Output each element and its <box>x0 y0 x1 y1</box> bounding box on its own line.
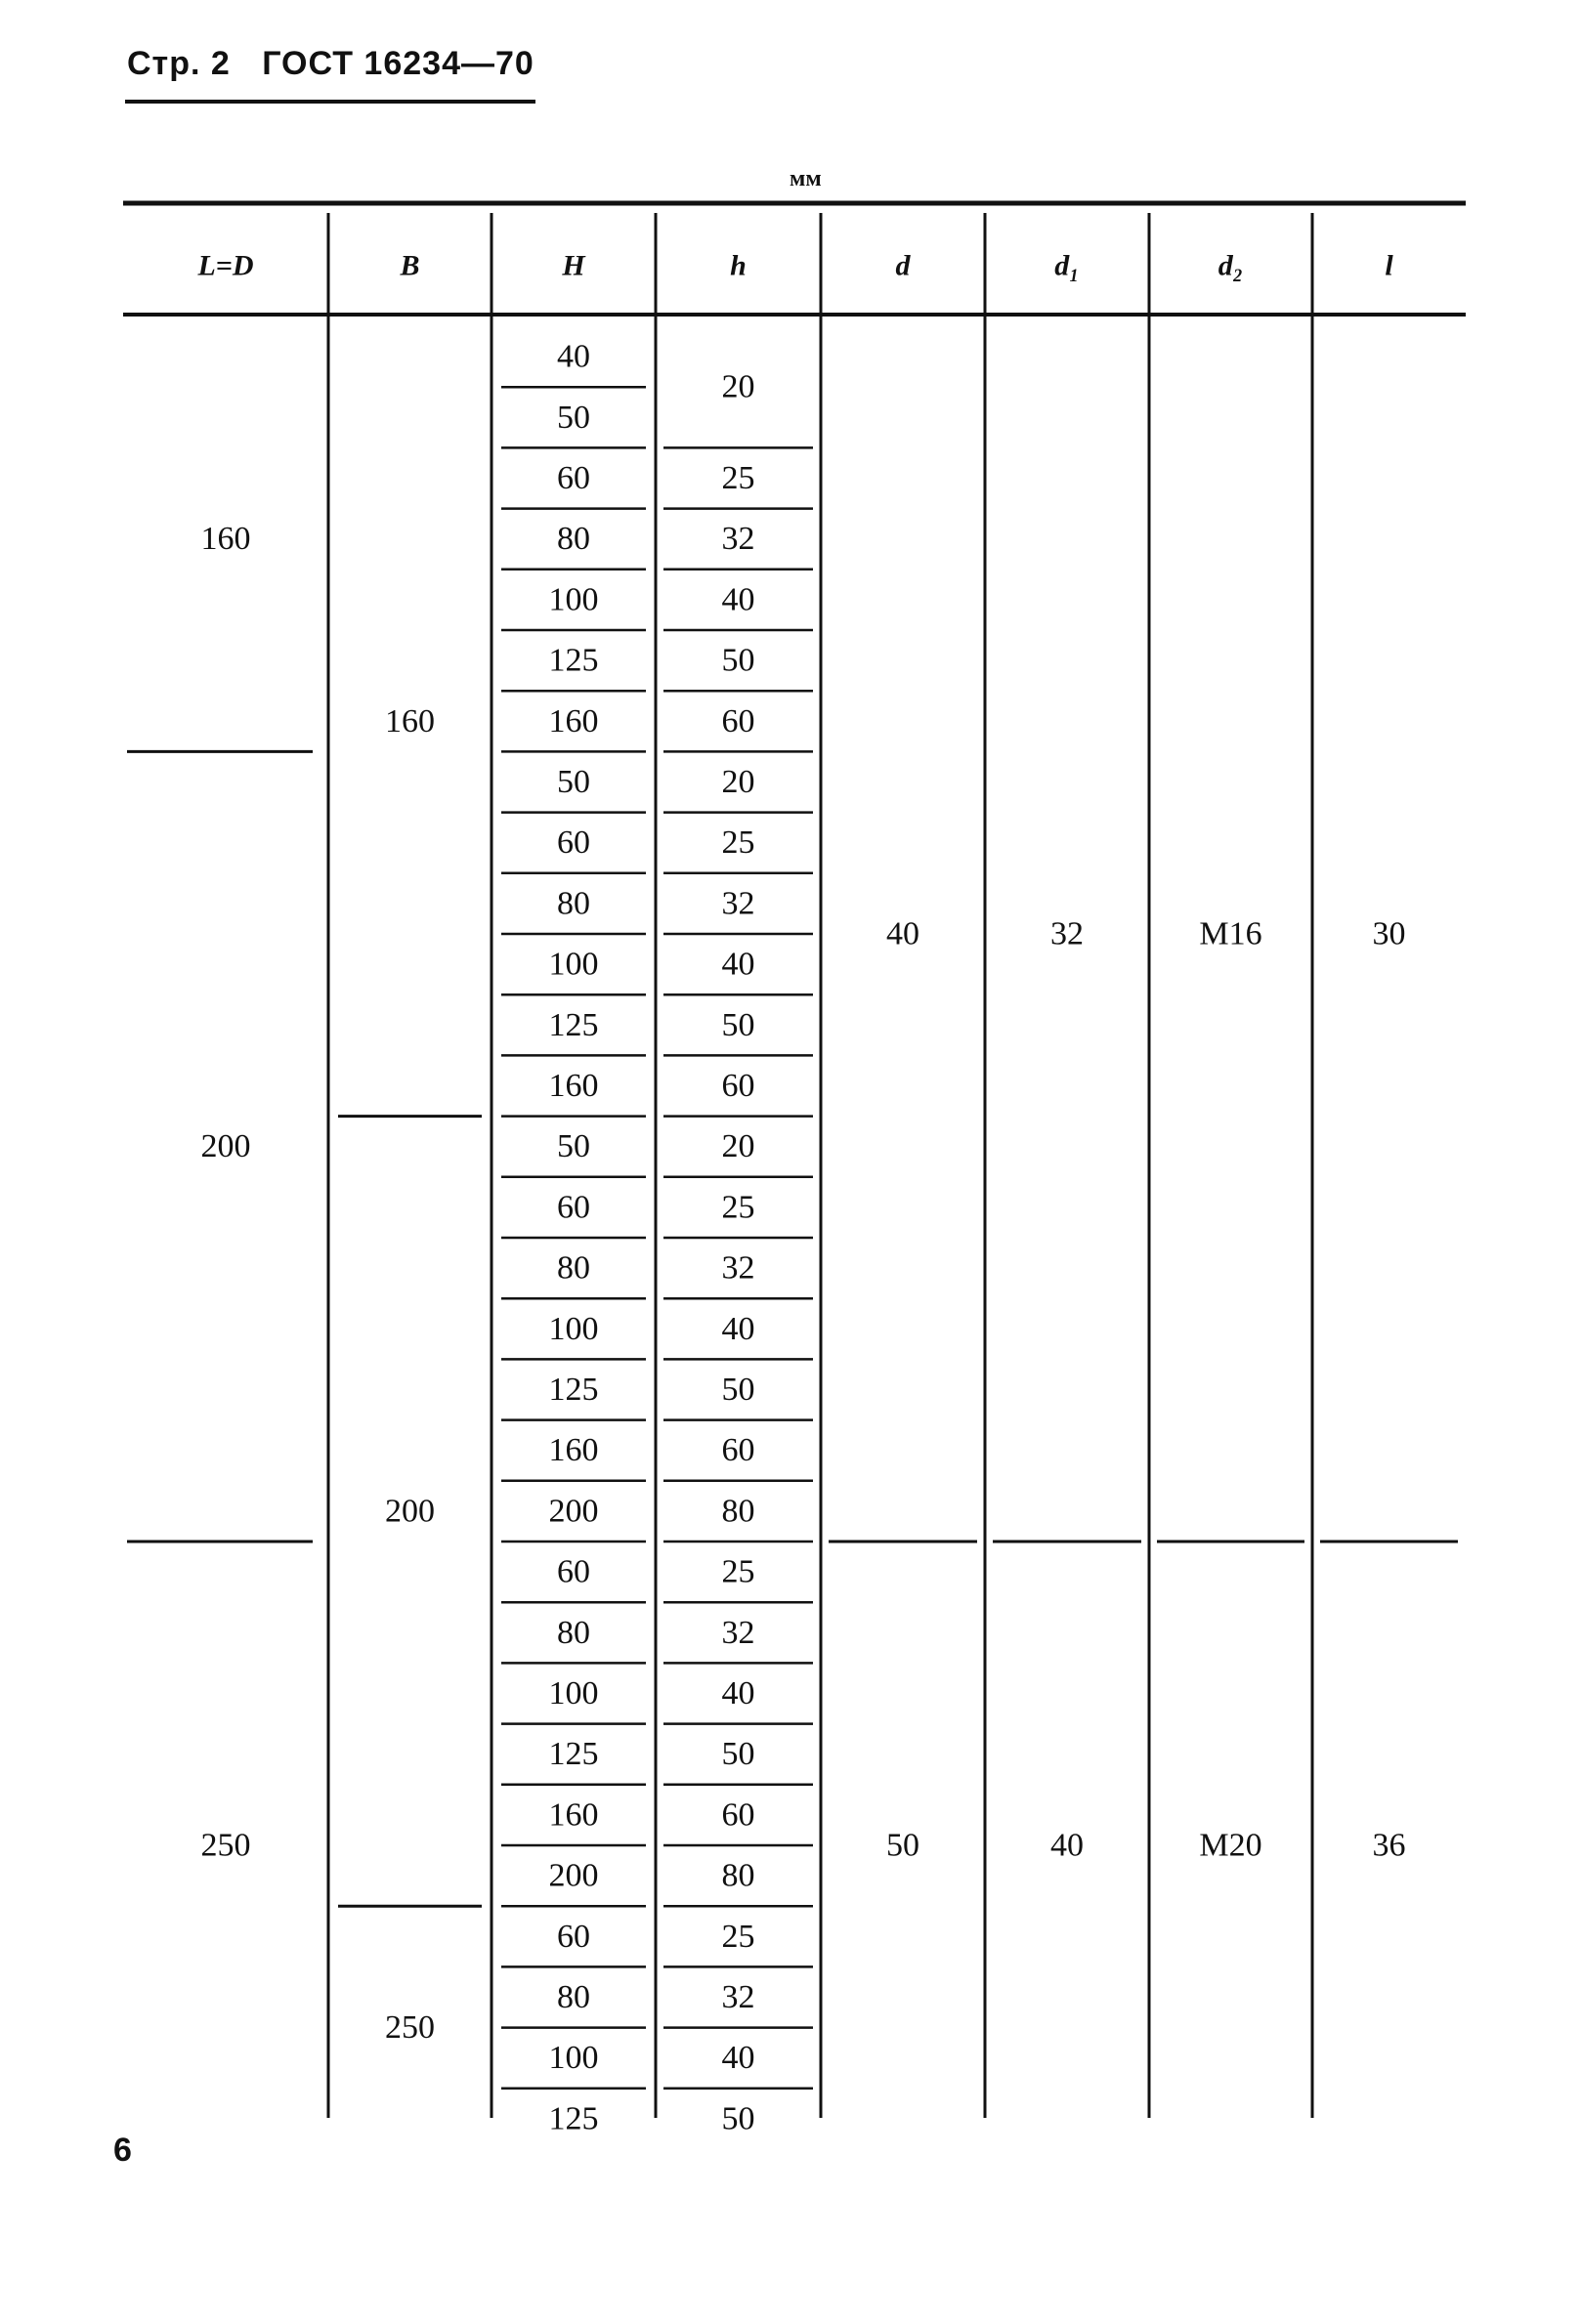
cell-h: 32 <box>721 521 755 558</box>
cell-H: 125 <box>548 1006 599 1043</box>
cell-B: 250 <box>385 2009 435 2047</box>
page-label: Стр. 2 <box>127 45 231 82</box>
cell-d: 50 <box>886 1827 919 1864</box>
column-header: H <box>562 249 585 282</box>
cell-h: 50 <box>721 1372 755 1408</box>
cell-h: 20 <box>721 1128 755 1165</box>
cell-B: 160 <box>385 702 435 739</box>
cell-h: 32 <box>721 1979 755 2015</box>
cell-H: 125 <box>548 2100 599 2137</box>
cell-h: 40 <box>721 581 755 618</box>
cell-h: 32 <box>721 885 755 922</box>
cell-B: 200 <box>385 1493 435 1530</box>
cell-h: 25 <box>721 460 755 496</box>
cell-h: 50 <box>721 1736 755 1773</box>
column-header: l <box>1385 249 1393 282</box>
cell-d2: M20 <box>1199 1827 1262 1864</box>
cell-h: 60 <box>721 702 755 739</box>
column-header: h <box>730 249 747 282</box>
cell-h: 25 <box>721 1918 755 1955</box>
cell-H: 100 <box>548 1675 599 1711</box>
cell-l: 30 <box>1372 915 1406 952</box>
standard-number: ГОСТ 16234—70 <box>262 45 534 82</box>
cell-d2: M16 <box>1199 915 1262 952</box>
cell-H: 100 <box>548 946 599 983</box>
cell-H: 60 <box>557 1553 590 1590</box>
cell-h: 40 <box>721 2040 755 2077</box>
units-label: мм <box>790 166 822 191</box>
cell-h: 40 <box>721 1675 755 1711</box>
column-header: d <box>895 249 911 282</box>
cell-H: 125 <box>548 1372 599 1408</box>
cell-H: 100 <box>548 1310 599 1347</box>
page-number: 6 <box>113 2132 132 2169</box>
cell-h: 60 <box>721 1432 755 1469</box>
cell-H: 125 <box>548 642 599 679</box>
cell-H: 80 <box>557 1979 590 2015</box>
cell-H: 160 <box>548 1432 599 1469</box>
column-header: B <box>400 249 420 282</box>
cell-H: 160 <box>548 1068 599 1104</box>
cell-h: 40 <box>721 946 755 983</box>
column-header: L=D <box>197 249 254 282</box>
cell-H: 50 <box>557 399 590 436</box>
cell-d1: 40 <box>1050 1827 1084 1864</box>
column-header: d₂ <box>1218 249 1244 282</box>
cell-L-D: 200 <box>200 1128 251 1165</box>
cell-h: 60 <box>721 1068 755 1104</box>
cell-h: 32 <box>721 1249 755 1287</box>
cell-H: 100 <box>548 2040 599 2077</box>
cell-H: 200 <box>548 1857 599 1894</box>
cell-d1: 32 <box>1050 915 1084 952</box>
cell-H: 50 <box>557 764 590 800</box>
cell-h: 20 <box>721 764 755 800</box>
cell-L-D: 250 <box>200 1827 251 1864</box>
cell-h: 80 <box>721 1857 755 1894</box>
cell-H: 80 <box>557 885 590 922</box>
cell-h: 25 <box>721 1189 755 1226</box>
cell-H: 125 <box>548 1736 599 1773</box>
cell-h: 25 <box>721 824 755 862</box>
cell-h: 80 <box>721 1493 755 1530</box>
cell-H: 160 <box>548 1796 599 1834</box>
cell-H: 80 <box>557 1614 590 1651</box>
cell-d: 40 <box>886 915 919 952</box>
cell-h: 32 <box>721 1614 755 1651</box>
cell-H: 60 <box>557 1918 590 1955</box>
cell-H: 100 <box>548 581 599 618</box>
cell-L-D: 160 <box>200 521 251 558</box>
column-header: d₁ <box>1054 249 1080 282</box>
cell-H: 160 <box>548 702 599 739</box>
cell-h: 50 <box>721 2100 755 2137</box>
cell-H: 50 <box>557 1128 590 1165</box>
cell-H: 40 <box>557 338 590 375</box>
cell-h: 25 <box>721 1553 755 1590</box>
cell-H: 60 <box>557 824 590 862</box>
cell-h: 20 <box>721 368 755 405</box>
cell-h: 40 <box>721 1310 755 1347</box>
cell-h: 60 <box>721 1796 755 1834</box>
cell-H: 80 <box>557 521 590 558</box>
cell-h: 50 <box>721 1006 755 1043</box>
cell-H: 80 <box>557 1249 590 1287</box>
cell-H: 60 <box>557 460 590 496</box>
cell-h: 50 <box>721 642 755 679</box>
cell-H: 200 <box>548 1493 599 1530</box>
cell-l: 36 <box>1372 1827 1406 1864</box>
cell-H: 60 <box>557 1189 590 1226</box>
